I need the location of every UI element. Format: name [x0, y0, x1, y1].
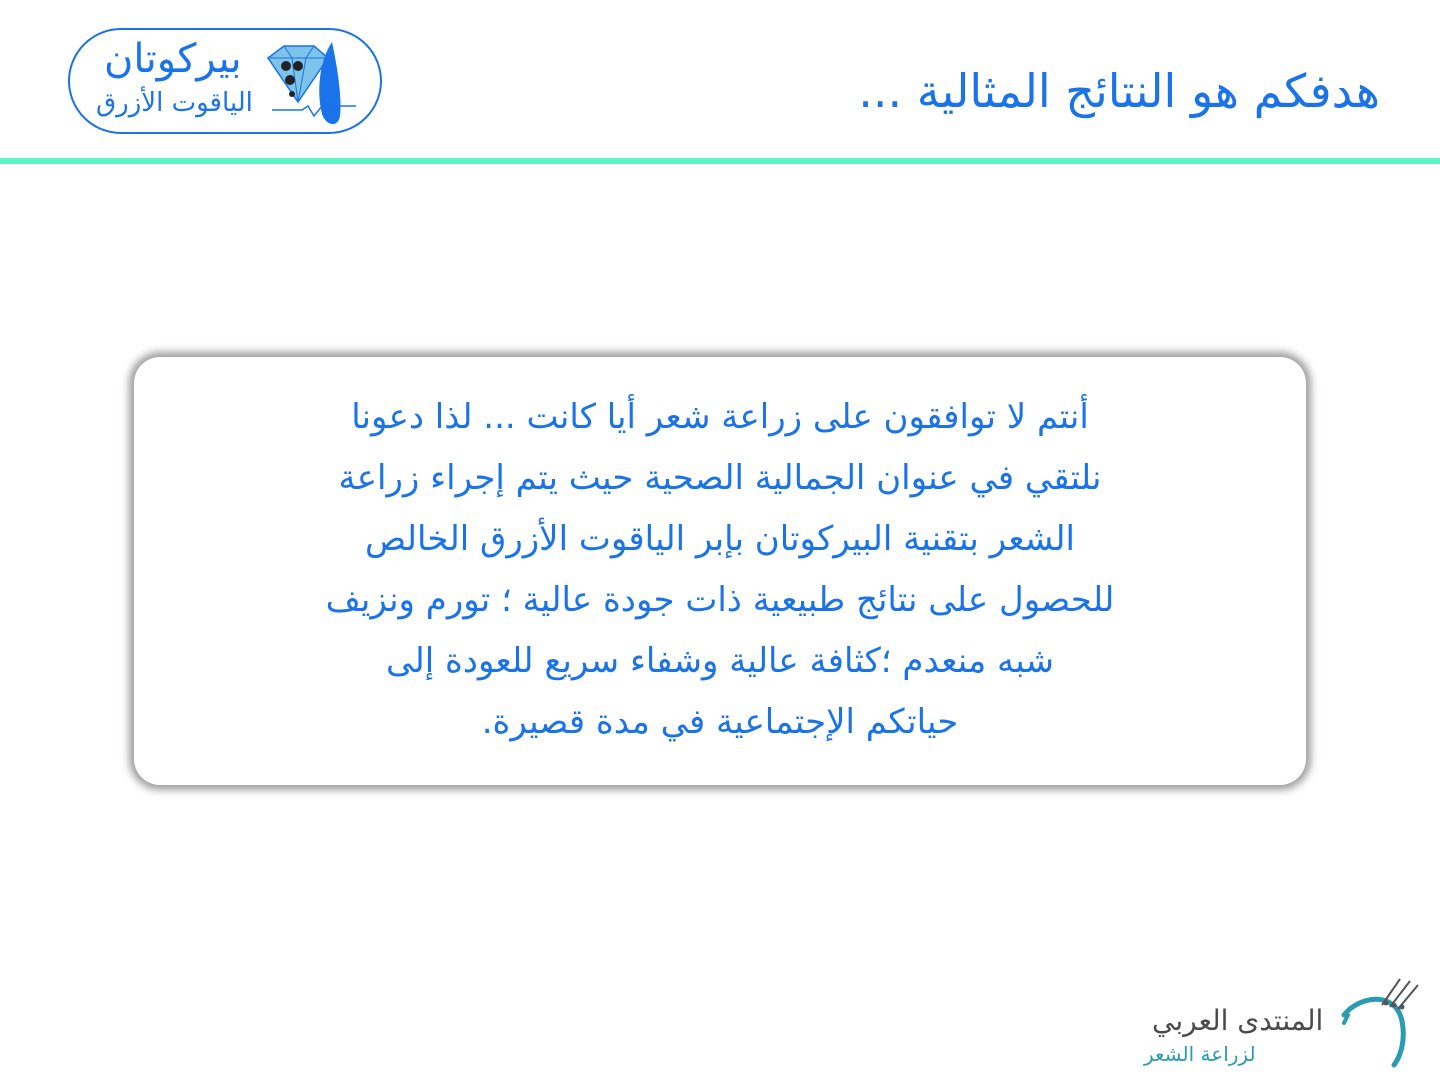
- message-line: أنتم لا توافقون على زراعة شعر أيا كانت ... لذا دعونا: [351, 397, 1089, 437]
- message-card: [134, 357, 1306, 785]
- message-line: نلتقي في عنوان الجمالية الصحية حيث يتم إجراء زراعة: [338, 458, 1102, 498]
- message-line: حياتكم الإجتماعية في مدة قصيرة.: [481, 702, 959, 742]
- message-line: الشعر بتقنية البيركوتان بإبر الياقوت الأزرق الخالص: [365, 519, 1075, 559]
- message-text: [224, 387, 1216, 753]
- hair-arc-icon: [1340, 975, 1426, 1070]
- message-line: للحصول على نتائج طبيعية ذات جودة عالية ؛ تورم ونزيف: [325, 580, 1115, 620]
- brand-subtitle: الياقوت الأزرق: [96, 88, 253, 118]
- message-line: شبه منعدم ؛كثافة عالية وشفاء سريع للعودة إلى: [386, 641, 1054, 681]
- brand-name: بيركوتان: [104, 36, 242, 82]
- header-divider: [0, 158, 1440, 164]
- blue-gem-icon: [262, 40, 358, 132]
- slide-title: هدفكم هو النتائج المثالية ...: [858, 64, 1380, 118]
- forum-name: المنتدى العربي: [1152, 1004, 1324, 1037]
- forum-subtitle: لزراعة الشعر: [1144, 1042, 1256, 1066]
